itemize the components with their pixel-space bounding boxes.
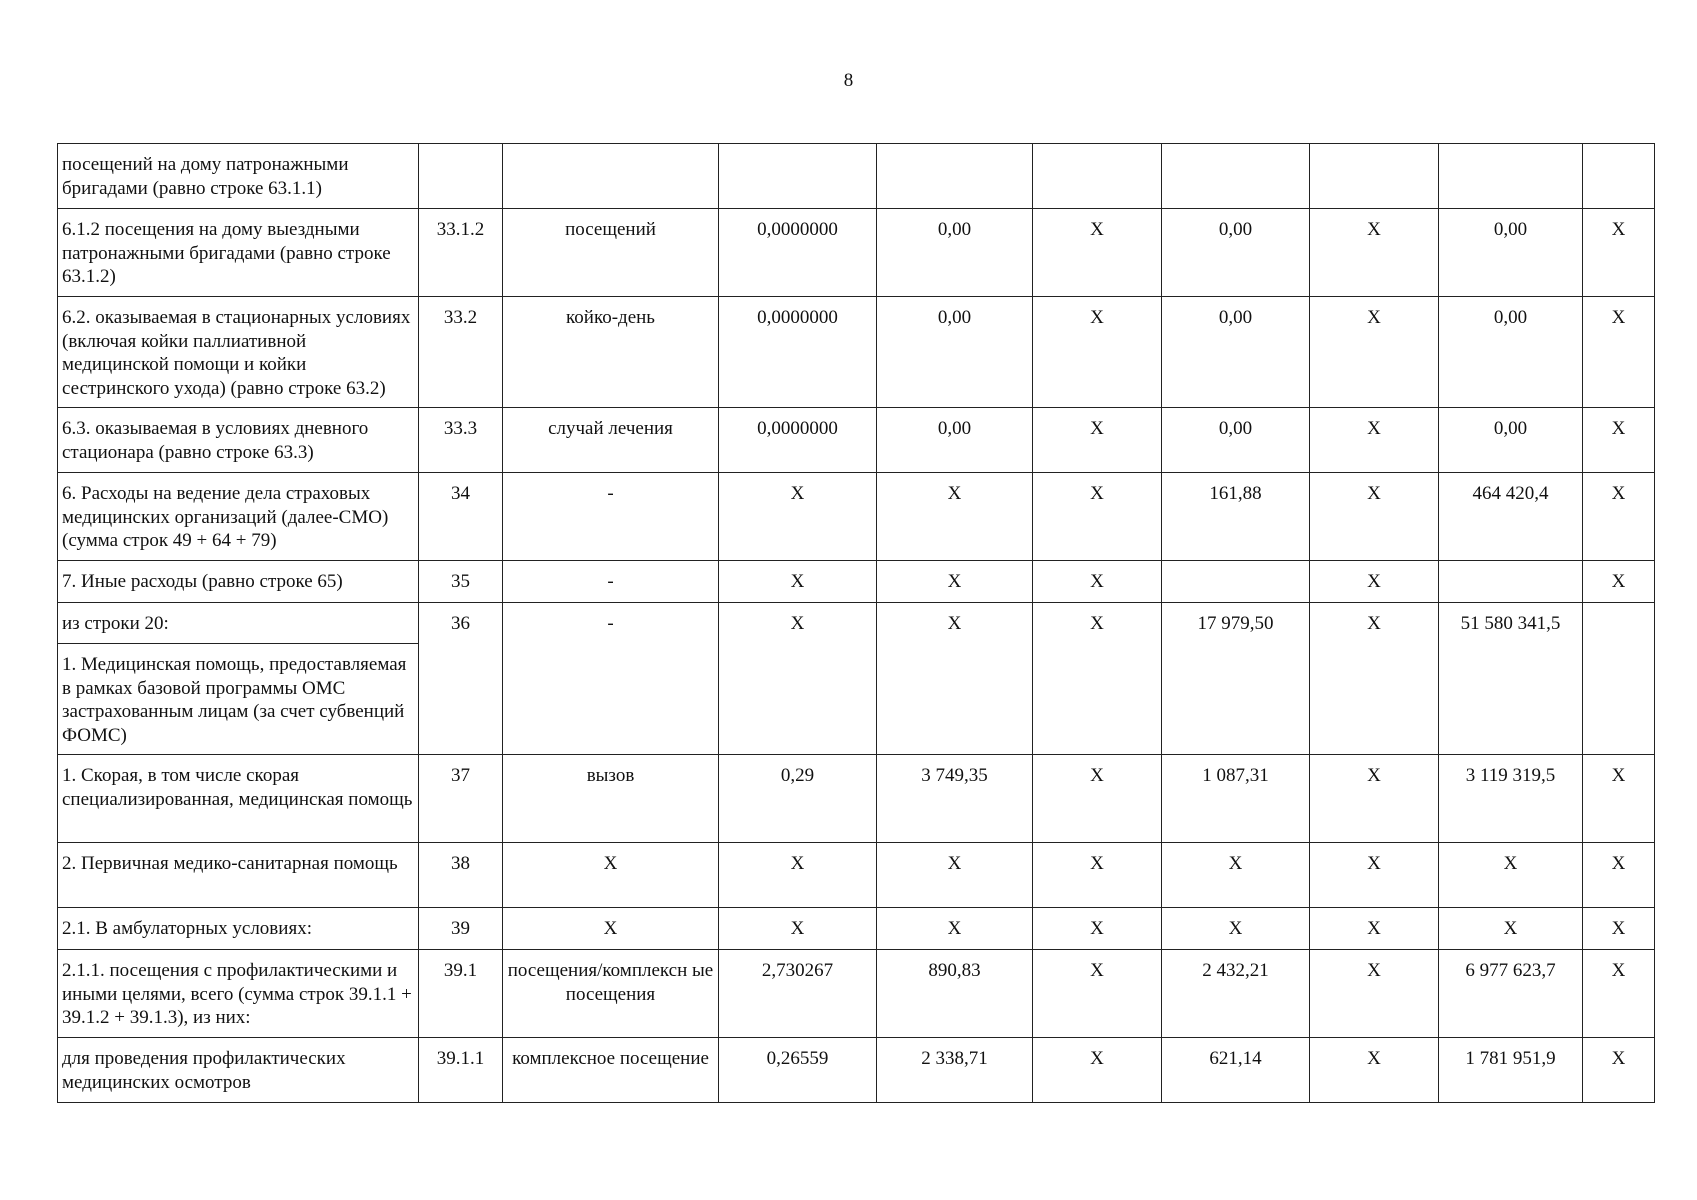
table-row bbox=[58, 297, 1655, 408]
value-cell: 464 420,4 bbox=[1439, 473, 1583, 561]
volume-cell: 2,730267 bbox=[719, 950, 877, 1038]
cost-cell bbox=[877, 144, 1033, 209]
value-cell: Х bbox=[1033, 297, 1162, 408]
value-cell: Х bbox=[1310, 843, 1439, 908]
value-cell: Х bbox=[1310, 950, 1439, 1038]
value-cell: Х bbox=[1033, 1038, 1162, 1103]
value-cell bbox=[1439, 561, 1583, 603]
value-cell: Х bbox=[1310, 1038, 1439, 1103]
value-cell: Х bbox=[1583, 561, 1655, 603]
value-cell: Х bbox=[1162, 908, 1310, 950]
value-cell bbox=[1162, 561, 1310, 603]
cost-cell: 3 749,35 bbox=[877, 755, 1033, 843]
value-cell: Х bbox=[1439, 908, 1583, 950]
value-cell: 621,14 bbox=[1162, 1038, 1310, 1103]
value-cell: Х bbox=[1033, 408, 1162, 473]
value-cell: Х bbox=[1162, 843, 1310, 908]
row-number: 39.1 bbox=[419, 950, 503, 1038]
value-cell bbox=[1583, 603, 1655, 755]
volume-cell: 0,0000000 bbox=[719, 297, 877, 408]
value-cell: 0,00 bbox=[1439, 297, 1583, 408]
cost-cell: 0,00 bbox=[877, 408, 1033, 473]
volume-cell: 0,0000000 bbox=[719, 408, 877, 473]
row-number: 38 bbox=[419, 843, 503, 908]
value-cell: Х bbox=[1033, 843, 1162, 908]
value-cell: Х bbox=[1310, 408, 1439, 473]
value-cell: 3 119 319,5 bbox=[1439, 755, 1583, 843]
table-row bbox=[58, 755, 1655, 843]
value-cell: Х bbox=[1033, 603, 1162, 755]
value-cell: 0,00 bbox=[1439, 408, 1583, 473]
unit-cell: посещений bbox=[503, 209, 719, 297]
row-name: 2.1. В амбулаторных условиях: bbox=[58, 908, 419, 950]
table-row bbox=[58, 473, 1655, 561]
row-name: 6.3. оказываемая в условиях дневного стационара (равно строке 63.3) bbox=[58, 408, 419, 473]
value-cell: Х bbox=[1033, 950, 1162, 1038]
unit-cell: посещения/комплексн ые посещения bbox=[503, 950, 719, 1038]
volume-cell bbox=[719, 144, 877, 209]
volume-cell: Х bbox=[719, 908, 877, 950]
value-cell: Х bbox=[1310, 908, 1439, 950]
value-cell: Х bbox=[1310, 561, 1439, 603]
value-cell bbox=[1439, 144, 1583, 209]
value-cell: Х bbox=[1439, 843, 1583, 908]
row-name: 1. Медицинская помощь, предоставляемая в рамках базовой программы ОМС застрахованным лицам (за счет субвенций ФОМС) bbox=[58, 644, 419, 755]
value-cell: 0,00 bbox=[1162, 209, 1310, 297]
value-cell bbox=[1583, 144, 1655, 209]
cost-cell: 2 338,71 bbox=[877, 1038, 1033, 1103]
row-name: посещений на дому патронажными бригадами (равно строке 63.1.1) bbox=[58, 144, 419, 209]
row-number bbox=[419, 144, 503, 209]
row-number: 39 bbox=[419, 908, 503, 950]
unit-cell: - bbox=[503, 473, 719, 561]
row-name: для проведения профилактических медицинских осмотров bbox=[58, 1038, 419, 1103]
unit-cell: - bbox=[503, 603, 719, 755]
cost-cell: 0,00 bbox=[877, 209, 1033, 297]
row-name: 2. Первичная медико-санитарная помощь bbox=[58, 843, 419, 908]
value-cell: 161,88 bbox=[1162, 473, 1310, 561]
value-cell: Х bbox=[1310, 603, 1439, 755]
row-name: 6.2. оказываемая в стационарных условиях (включая койки паллиативной медицинской помощи и койки сестринского ухода) (равно строке 63.2) bbox=[58, 297, 419, 408]
table-row bbox=[58, 561, 1655, 603]
table-row bbox=[58, 950, 1655, 1038]
unit-cell bbox=[503, 144, 719, 209]
value-cell bbox=[1162, 144, 1310, 209]
row-number: 39.1.1 bbox=[419, 1038, 503, 1103]
table-row bbox=[58, 843, 1655, 908]
value-cell: 0,00 bbox=[1439, 209, 1583, 297]
row-number: 35 bbox=[419, 561, 503, 603]
cost-cell: Х bbox=[877, 473, 1033, 561]
row-name: 2.1.1. посещения с профилактическими и иными целями, всего (сумма строк 39.1.1 + 39.1.2 + 39.1.3), из них: bbox=[58, 950, 419, 1038]
row-name: 6. Расходы на ведение дела страховых медицинских организаций (далее-СМО) (сумма строк 49 + 64 + 79) bbox=[58, 473, 419, 561]
cost-cell: Х bbox=[877, 908, 1033, 950]
table-row bbox=[58, 908, 1655, 950]
value-cell: 6 977 623,7 bbox=[1439, 950, 1583, 1038]
value-cell: 0,00 bbox=[1162, 297, 1310, 408]
volume-cell: 0,29 bbox=[719, 755, 877, 843]
value-cell: 51 580 341,5 bbox=[1439, 603, 1583, 755]
value-cell: 1 087,31 bbox=[1162, 755, 1310, 843]
unit-cell: Х bbox=[503, 908, 719, 950]
volume-cell: Х bbox=[719, 843, 877, 908]
volume-cell: 0,26559 bbox=[719, 1038, 877, 1103]
row-number: 36 bbox=[419, 603, 503, 755]
table-row bbox=[58, 1038, 1655, 1103]
value-cell: Х bbox=[1033, 755, 1162, 843]
row-number: 33.2 bbox=[419, 297, 503, 408]
volume-cell: Х bbox=[719, 473, 877, 561]
volume-cell: Х bbox=[719, 603, 877, 755]
unit-cell: случай лечения bbox=[503, 408, 719, 473]
value-cell: Х bbox=[1583, 209, 1655, 297]
row-name: 6.1.2 посещения на дому выездными патронажными бригадами (равно строке 63.1.2) bbox=[58, 209, 419, 297]
cost-cell: 890,83 bbox=[877, 950, 1033, 1038]
cost-cell: Х bbox=[877, 561, 1033, 603]
unit-cell: вызов bbox=[503, 755, 719, 843]
value-cell: Х bbox=[1583, 473, 1655, 561]
value-cell: Х bbox=[1310, 297, 1439, 408]
value-cell: Х bbox=[1583, 297, 1655, 408]
row-name: из строки 20: bbox=[58, 603, 419, 644]
value-cell: 1 781 951,9 bbox=[1439, 1038, 1583, 1103]
value-cell: Х bbox=[1310, 473, 1439, 561]
row-number: 37 bbox=[419, 755, 503, 843]
table-row bbox=[58, 144, 1655, 209]
value-cell bbox=[1033, 144, 1162, 209]
page-number: 8 bbox=[843, 70, 854, 91]
value-cell: Х bbox=[1583, 755, 1655, 843]
table-row bbox=[58, 603, 1655, 644]
value-cell bbox=[1310, 144, 1439, 209]
value-cell: 17 979,50 bbox=[1162, 603, 1310, 755]
volume-cell: 0,0000000 bbox=[719, 209, 877, 297]
unit-cell: комплексное посещение bbox=[503, 1038, 719, 1103]
value-cell: Х bbox=[1033, 209, 1162, 297]
table-row bbox=[58, 408, 1655, 473]
row-name: 1. Скорая, в том числе скорая специализированная, медицинская помощь bbox=[58, 755, 419, 843]
value-cell: 0,00 bbox=[1162, 408, 1310, 473]
volume-cell: Х bbox=[719, 561, 877, 603]
unit-cell: - bbox=[503, 561, 719, 603]
value-cell: Х bbox=[1033, 473, 1162, 561]
value-cell: Х bbox=[1033, 908, 1162, 950]
value-cell: Х bbox=[1583, 950, 1655, 1038]
row-number: 33.1.2 bbox=[419, 209, 503, 297]
value-cell: Х bbox=[1583, 408, 1655, 473]
row-number: 34 bbox=[419, 473, 503, 561]
row-number: 33.3 bbox=[419, 408, 503, 473]
value-cell: Х bbox=[1310, 755, 1439, 843]
cost-cell: Х bbox=[877, 843, 1033, 908]
value-cell: Х bbox=[1583, 908, 1655, 950]
table-row bbox=[58, 209, 1655, 297]
cost-cell: Х bbox=[877, 603, 1033, 755]
value-cell: Х bbox=[1033, 561, 1162, 603]
value-cell: Х bbox=[1583, 1038, 1655, 1103]
value-cell: Х bbox=[1310, 209, 1439, 297]
row-name: 7. Иные расходы (равно строке 65) bbox=[58, 561, 419, 603]
report-table bbox=[57, 143, 1655, 1103]
cost-cell: 0,00 bbox=[877, 297, 1033, 408]
unit-cell: койко-день bbox=[503, 297, 719, 408]
unit-cell: Х bbox=[503, 843, 719, 908]
value-cell: Х bbox=[1583, 843, 1655, 908]
value-cell: 2 432,21 bbox=[1162, 950, 1310, 1038]
